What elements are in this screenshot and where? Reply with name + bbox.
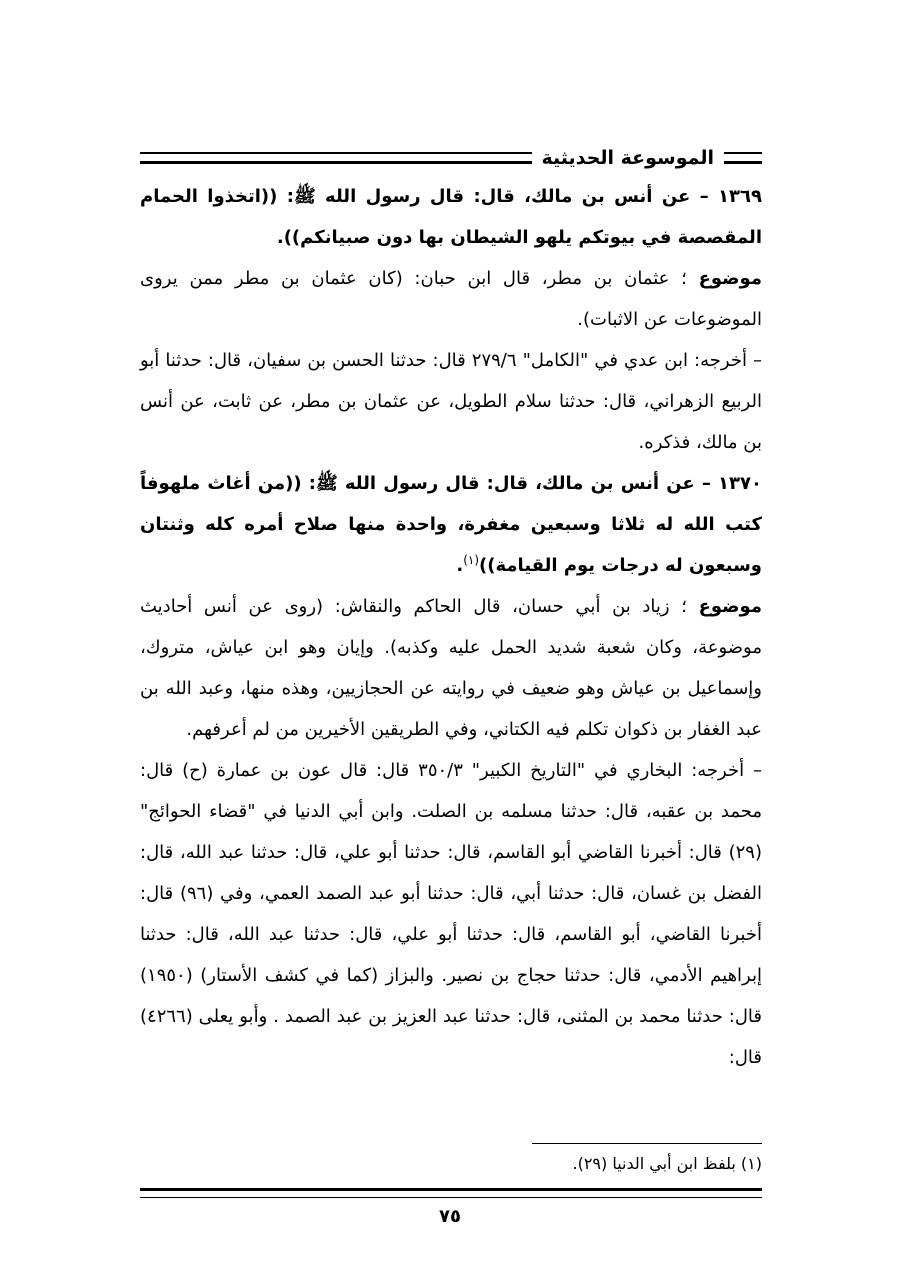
- ruling-1369: [140, 258, 762, 340]
- page-header: [140, 140, 762, 176]
- header-rule-short: [724, 152, 762, 164]
- page-number: ٧٥: [439, 1206, 461, 1227]
- hadith-tail: .: [456, 555, 464, 576]
- hadith-text: ١٣٦٩ – عن أنس بن مالك، قال: قال رسول الله ﷺ: ((اتخذوا الحمام المقصصة في بيوتكم يلهو الشيطان بها دون صبيانكم)).: [140, 186, 762, 248]
- body-text: [140, 176, 762, 1078]
- ruling-1370: [140, 586, 762, 750]
- footnote-ref[interactable]: (١): [463, 553, 480, 567]
- footer-rule: [140, 1188, 762, 1198]
- takhrij-1369: [140, 340, 762, 463]
- takhrij-1370: [140, 750, 762, 1078]
- header-title: الموسوعة الحديثية: [541, 147, 714, 169]
- ruling-text: ؛ عثمان بن مطر، قال ابن حبان: (كان عثمان بن مطر ممن يروى الموضوعات عن الاثبات).: [140, 268, 762, 330]
- ruling-text: ؛ زياد بن أبي حسان، قال الحاكم والنقاش: (روى عن أنس أحاديث موضوعة، وكان شعبة شديد الحمل عليه وكذبه). وإيان وهو ابن عياش، متروك، وإسماعيل بن عياش وهو ضعيف في روايته عن الحجازيين، وهذه منها، وعبد الله بن عبد الغفار بن ذكوان تكلم فيه الكتاني، وفي الطريقين الأخيرين من لم أعرفهم.: [140, 596, 762, 740]
- hadith-1369: [140, 176, 762, 258]
- hadith-text: ١٣٧٠ – عن أنس بن مالك، قال: قال رسول الله ﷺ: ((من أغاث ملهوفاً كتب الله له ثلاثا وسبعين مغفرة، واحدة منها صلاح أمره كله وثنتان وسبعون له درجات يوم القيامة)): [140, 473, 762, 576]
- footnote: (١) بلفظ ابن أبي الدنيا (٢٩).: [572, 1154, 762, 1173]
- footnote-separator: [532, 1143, 762, 1144]
- ruling-label: موضوع: [698, 596, 762, 617]
- hadith-1370: [140, 463, 762, 586]
- takhrij-text: – أخرجه: ابن عدي في "الكامل" ٢٧٩/٦ قال: حدثنا الحسن بن سفيان، قال: حدثنا أبو الربيع الزهراني، قال: حدثنا سلام الطويل، عن عثمان بن مطر، عن ثابت، عن أنس بن مالك، فذكره.: [140, 350, 762, 453]
- ruling-label: موضوع: [698, 268, 762, 289]
- header-rule-long: [140, 152, 532, 164]
- takhrij-text: – أخرجه: البخاري في "التاريخ الكبير" ٣٥٠/٣ قال: قال عون بن عمارة (ح) قال: محمد بن عقبه، قال: حدثنا مسلمه بن الصلت. وابن أبي الدنيا في "قضاء الحوائج" (٢٩) قال: أخبرنا القاضي أبو القاسم، قال: حدثنا أبو علي، قال: حدثنا عبد الله، قال: الفضل بن غسان، قال: حدثنا أبي، قال: حدثنا أبو عبد الصمد العمي، وفي (٩٦) قال: أخبرنا القاضي، أبو القاسم، قال: حدثنا أبو علي، قال: حدثنا عبد الله، قال: حدثنا إبراهيم الأدمي، قال: حدثنا حجاج بن نصير. والبزاز (كما في كشف الأستار) (١٩٥٠) قال: حدثنا محمد بن المثنى، قال: حدثنا عبد العزيز بن عبد الصمد . وأبو يعلى (٤٢٦٦) قال:: [140, 760, 762, 1068]
